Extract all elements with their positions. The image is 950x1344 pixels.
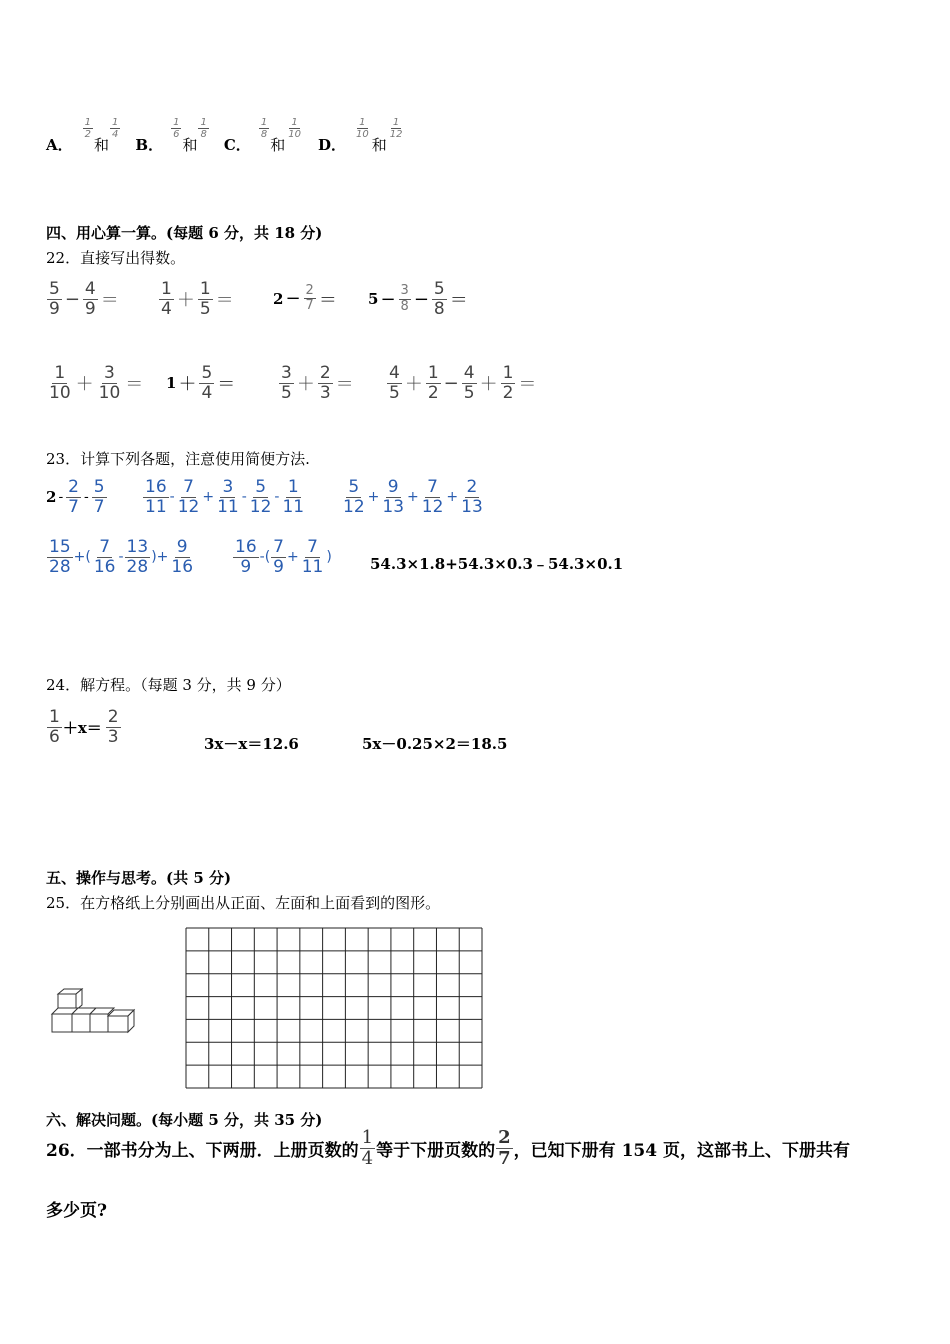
cube-b1: [52, 1014, 72, 1032]
q23-e4: $\frac{15}{28}$ +( $\frac{7}{16}$ - $\frac{13}{28}$ )+ $\frac{9}{16}$: [49, 537, 194, 577]
q22-label: 22．直接写出得数。: [46, 249, 186, 267]
q24-eq1: $\frac{1}{6}$ ＋x＝ $\frac{2}{3}$: [49, 707, 119, 747]
q23-e5: $\frac{16}{9}$ -( $\frac{7}{9}$ + $\frac{7}{11}$ ): [235, 537, 332, 577]
option-a-frac2: $\frac{1}{4}$: [112, 117, 119, 140]
q22-r1-e4: 5 − $\frac{3}{8}$ − $\frac{5}{8}$ ＝: [368, 279, 468, 319]
cube-b4: [108, 1016, 128, 1032]
option-d-frac2: $\frac{1}{12}$: [389, 117, 403, 140]
option-b-letter: B．: [135, 136, 164, 154]
q23-e6: 54.3×1.8+54.3×0.3﹣54.3×0.1: [370, 555, 624, 573]
option-b-frac2: $\frac{1}{8}$: [200, 117, 207, 140]
q26-line2: 多少页?: [46, 1201, 107, 1221]
option-d-and: 和: [371, 136, 387, 154]
q22-r2-e3: $\frac{3}{5}$ ＋ $\frac{2}{3}$ ＝: [281, 363, 354, 403]
option-a-frac1: $\frac{1}{2}$: [84, 117, 92, 140]
q23-e3: $\frac{5}{12}$ + $\frac{9}{13}$ + $\frac{7}{12}$ + $\frac{2}{13}$: [343, 477, 483, 517]
q22-r2-e2: 1 ＋ $\frac{5}{4}$ ＝: [166, 363, 236, 403]
q24-eq3: 5x－0.25×2＝18.5: [362, 735, 508, 753]
option-d-letter: D．: [317, 136, 346, 154]
option-a-and: 和: [94, 136, 110, 154]
q22-r1-e3: 2 − $\frac{2}{7}$ ＝: [273, 283, 337, 314]
q23-e2: $\frac{16}{11}$ - $\frac{7}{12}$ + $\frac{3}{11}$ - $\frac{5}{12}$ - $\frac{1}{11}$: [145, 477, 305, 517]
cube-figure: [48, 988, 140, 1036]
option-c-and: 和: [270, 136, 286, 154]
q22-r2-e1: $\frac{1}{10}$ ＋ $\frac{3}{10}$ ＝: [49, 363, 144, 403]
cube-b3: [90, 1014, 108, 1032]
section5-title: 五、操作与思考。(共 5 分): [46, 869, 232, 887]
option-a-letter: A．: [46, 136, 73, 154]
section6-title: 六、解决问题。(每小题 5 分，共 35 分): [46, 1111, 323, 1129]
q21-options: [46, 108, 405, 155]
option-c-frac1: $\frac{1}{8}$: [260, 117, 268, 140]
q22-r2-e4: $\frac{4}{5}$ ＋ $\frac{1}{2}$ − $\frac{4}{5}$ ＋ $\frac{1}{2}$ ＝: [389, 363, 537, 403]
grid-paper[interactable]: [185, 927, 483, 1089]
q22-r1-e1: $\frac{5}{9}$ − $\frac{4}{9}$ ＝: [49, 279, 119, 319]
q26-line1: 26．一部书分为上、下两册．上册页数的 $\frac{1}{4}$ 等于下册页数的 $\frac{2}{7}$ ，已知下册有 154 页，这部书上、下册共有: [46, 1127, 850, 1169]
q24-eq2: 3x－x＝12.6: [204, 735, 299, 753]
section4-title: 四、用心算一算。(每题 6 分，共 18 分): [46, 224, 323, 242]
option-b-and: 和: [182, 136, 198, 154]
option-b-frac1: $\frac{1}{6}$: [173, 117, 180, 140]
q23-label: 23．计算下列各题，注意使用简便方法.: [46, 450, 310, 468]
option-c-letter: C．: [223, 136, 251, 154]
q23-e1: 2 - $\frac{2}{7}$ - $\frac{5}{7}$: [46, 477, 105, 517]
q24-label: 24．解方程。（每题 3 分，共 9 分）: [46, 676, 291, 694]
cube-b2: [72, 1014, 90, 1032]
q25-label: 25．在方格纸上分别画出从正面、左面和上面看到的图形。: [46, 894, 441, 912]
option-c-frac2: $\frac{1}{10}$: [288, 117, 301, 140]
option-d-frac1: $\frac{1}{10}$: [355, 117, 369, 140]
q22-r1-e2: $\frac{1}{4}$ ＋ $\frac{1}{5}$ ＝: [161, 279, 234, 319]
